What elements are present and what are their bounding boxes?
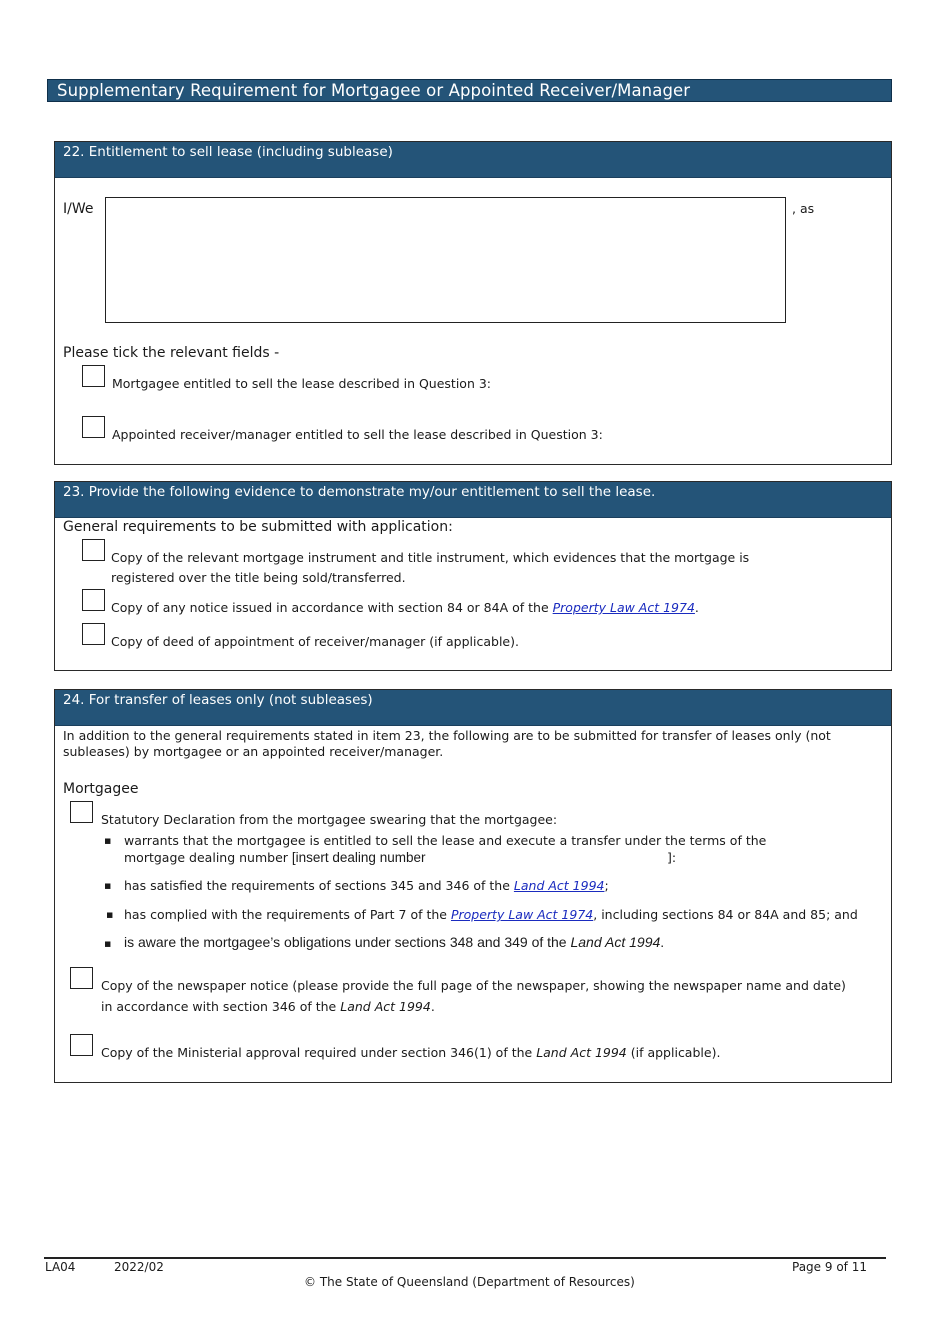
deed-appointment-label: Copy of deed of appointment of receiver/manager (if applicable). (111, 634, 519, 649)
land-act-title: Land Act 1994 (340, 999, 431, 1014)
bullet-aware-text: is aware the mortgagee’s obligations under sections 348 and 349 of the (124, 934, 571, 950)
mortgagee-entitled-label: Mortgagee entitled to sell the lease described in Question 3: (112, 376, 492, 391)
iwe-label: I/We (63, 201, 94, 217)
section-24-intro-line1: In addition to the general requirements stated in item 23, the following are to be submitted for transfer of leases only (not (63, 728, 831, 743)
ministerial-approval-label (101, 1044, 720, 1061)
bullet-satisfied-end: ; (604, 878, 609, 893)
bullet-complied (124, 906, 858, 923)
bullet-warrants-line2 (124, 849, 425, 866)
mortgage-instrument-line1: Copy of the relevant mortgage instrument and title instrument, which evidences that the mortgage is (111, 550, 750, 565)
ministerial-approval-end: (if applicable). (626, 1045, 721, 1060)
footer-divider (44, 1257, 886, 1259)
newspaper-notice-line2 (101, 998, 435, 1015)
tick-prompt: Please tick the relevant fields - (63, 345, 280, 361)
section-24-intro-line2: subleases) by mortgagee or an appointed receiver/manager. (63, 744, 444, 759)
bullet-warrants-line1: warrants that the mortgagee is entitled to sell the lease and execute a transfer under the terms of the (124, 833, 767, 848)
general-requirements-label: General requirements to be submitted with application: (63, 519, 453, 535)
bullet-satisfied-text: has satisfied the requirements of sections 345 and 346 of the (124, 878, 514, 893)
newspaper-notice-line1: Copy of the newspaper notice (please provide the full page of the newspaper, showing the newspaper name and date) (101, 978, 846, 993)
page-title: Supplementary Requirement for Mortgagee or Appointed Receiver/Manager (47, 79, 892, 102)
newspaper-notice-checkbox[interactable] (70, 967, 93, 989)
statutory-declaration-label: Statutory Declaration from the mortgagee swearing that the mortgagee: (101, 812, 558, 827)
bullet-complied-end: , including sections 84 or 84A and 85; and (593, 907, 858, 922)
form-version: 2022/02 (114, 1260, 164, 1274)
newspaper-notice-text: in accordance with section 346 of the (101, 999, 341, 1014)
receiver-entitled-label: Appointed receiver/manager entitled to sell the lease described in Question 3: (112, 427, 603, 442)
bullet-complied-text: has complied with the requirements of Part 7 of the (124, 907, 451, 922)
land-act-link[interactable]: Land Act 1994 (513, 878, 605, 893)
bullet-marker: ▪ (104, 879, 112, 892)
newspaper-notice-end: . (430, 999, 435, 1014)
iwe-name-input[interactable] (105, 197, 786, 323)
mortgage-instrument-line2: registered over the title being sold/transferred. (111, 570, 406, 585)
ministerial-approval-checkbox[interactable] (70, 1034, 93, 1056)
page-number: Page 9 of 11 (792, 1260, 867, 1274)
copyright: © The State of Queensland (Department of Resources) (304, 1275, 635, 1289)
deed-appointment-checkbox[interactable] (82, 623, 105, 645)
section-22-heading: 22. Entitlement to sell lease (including sublease) (55, 142, 891, 178)
section-23-heading: 23. Provide the following evidence to demonstrate my/our entitlement to sell the lease. (55, 482, 891, 518)
statutory-declaration-checkbox[interactable] (70, 801, 93, 823)
bullet-marker: ▪ (104, 834, 112, 847)
property-law-act-link-2[interactable]: Property Law Act 1974 (450, 907, 594, 922)
receiver-entitled-checkbox[interactable] (82, 416, 105, 438)
bullet-aware-end: . (660, 934, 665, 950)
section-24-heading: 24. For transfer of leases only (not subleases) (55, 690, 891, 726)
ministerial-approval-text: Copy of the Ministerial approval required under section 346(1) of the (101, 1045, 537, 1060)
dealing-number-close: ]: (667, 850, 677, 865)
notice-copy-text: Copy of any notice issued in accordance with section 84 or 84A of the (111, 600, 553, 615)
as-label: , as (792, 201, 815, 216)
land-act-title: Land Act 1994 (570, 934, 661, 950)
bullet-aware (124, 934, 664, 951)
bullet-marker: ▪ (104, 937, 112, 950)
mortgagee-entitled-checkbox[interactable] (82, 365, 105, 387)
land-act-title: Land Act 1994 (536, 1045, 627, 1060)
dealing-number-text: mortgage dealing number (124, 850, 292, 865)
bullet-marker: ▪ (106, 908, 114, 921)
notice-copy-end: . (694, 600, 699, 615)
notice-copy-checkbox[interactable] (82, 589, 105, 611)
bullet-satisfied (124, 877, 609, 894)
dealing-number-placeholder: [insert dealing number (291, 850, 426, 865)
mortgage-instrument-checkbox[interactable] (82, 539, 105, 561)
notice-copy-label (111, 599, 699, 616)
property-law-act-link[interactable]: Property Law Act 1974 (552, 600, 695, 615)
form-code: LA04 (45, 1260, 76, 1274)
mortgagee-subheading: Mortgagee (63, 781, 139, 797)
